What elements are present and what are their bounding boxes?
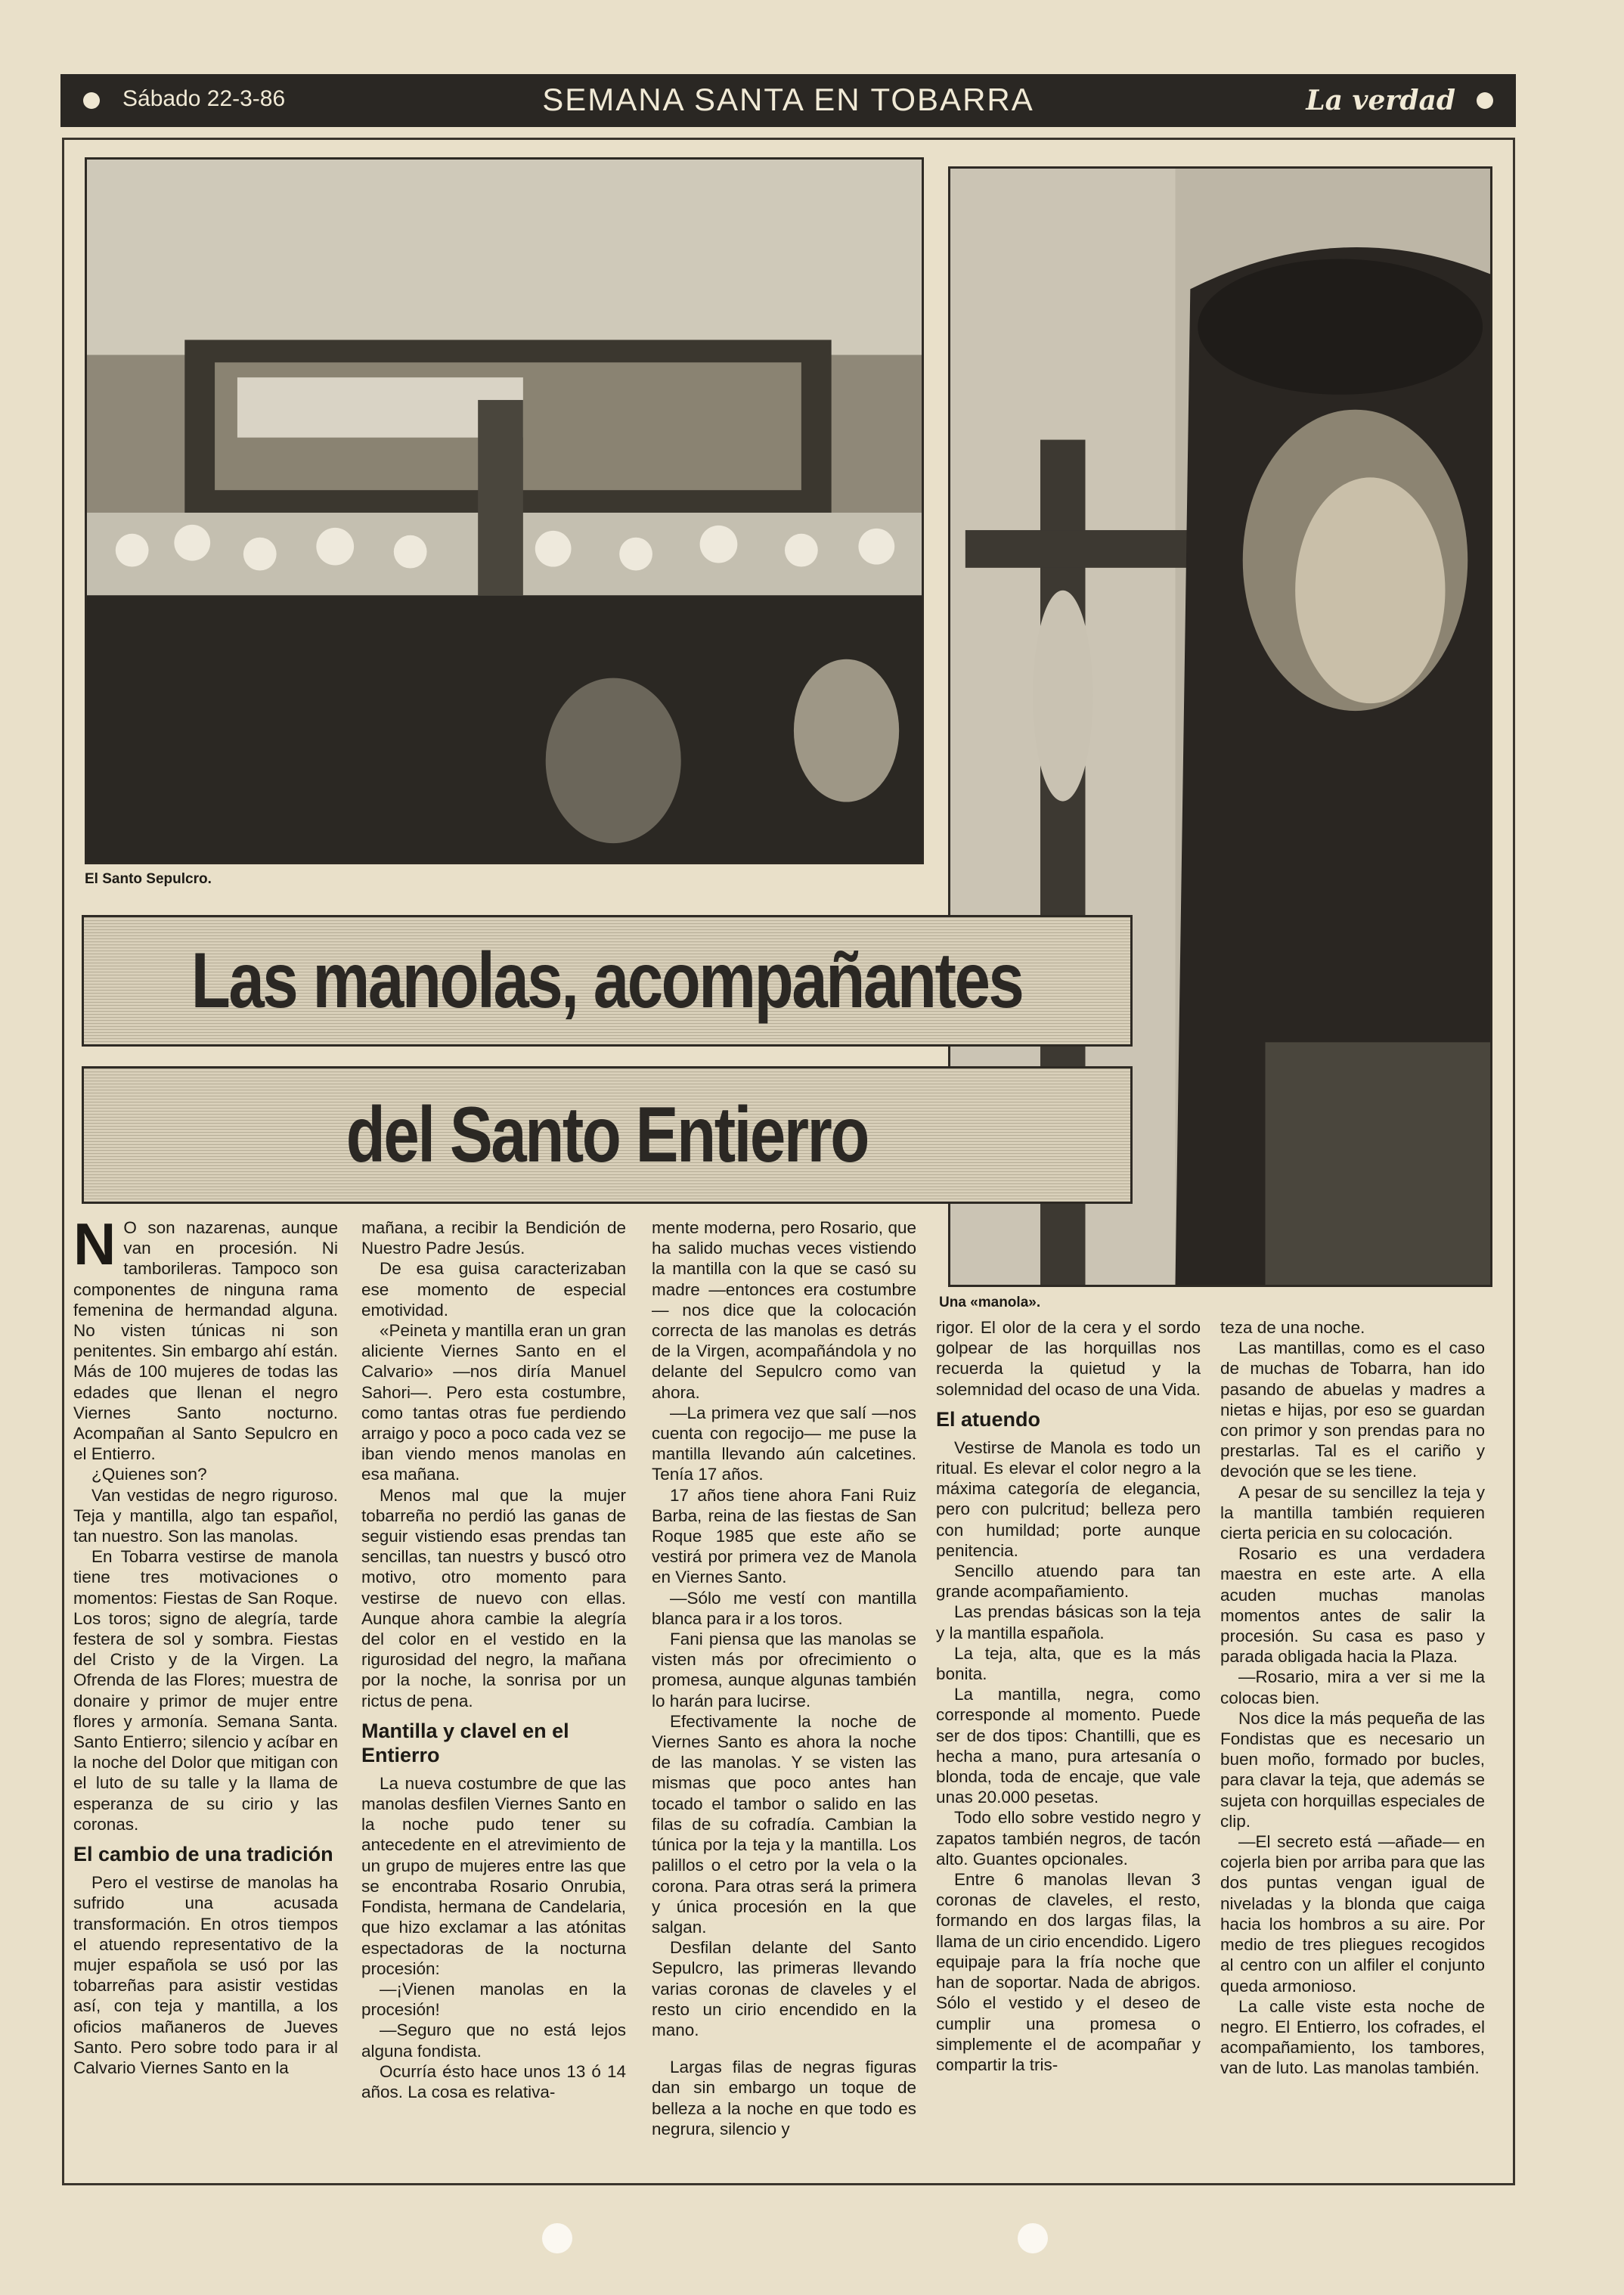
article-paragraph: —¡Vienen manolas en la procesión!	[361, 1979, 626, 2020]
article-paragraph: —El secreto está —añade— en cojerla bien por arriba para que las dos puntas vengan igual de niveladas y la blonda que caiga hacia los hombros a su aire. Por medio de tres pliegues recogidos al centro con un alfiler el conjunto queda armonioso.	[1220, 1832, 1485, 1996]
headline-line2: del Santo Entierro	[346, 1090, 869, 1179]
photo1-caption: El Santo Sepulcro.	[85, 871, 212, 887]
article-paragraph: Sencillo atuendo para tan grande acompañamiento.	[936, 1562, 1201, 1602]
article-column-3	[652, 1217, 916, 2139]
article-paragraph: —Seguro que no está lejos alguna fondista.	[361, 2021, 626, 2061]
lead-text: O son nazarenas, aunque van en procesión. Ni tamborileras. Tampoco son componentes de ninguna rama femenina de hermandad alguna. No visten túnicas ni son penitentes. Sin embargo ahí están. Más de 100 mujeres de todas las edades que llenan el negro Viernes Santo nocturno. Acompañan al Santo Sepulcro en el Entierro.	[73, 1218, 338, 1464]
article-paragraph: A pesar de su sencillez la teja y la mantilla también requieren cierta pericia en su colocación.	[1220, 1482, 1485, 1543]
headline-line1: Las manolas, acompañantes	[191, 936, 1023, 1025]
article-paragraph: Pero el vestirse de manolas ha sufrido una acusada transformación. En otros tiempos el atuendo representativo de la mujer española se usó por las tobarreñas para asistir vestidas así, con teja y mantilla, a los oficios mañaneros de Jueves Santo. Pero sobre todo para ir al Calvario Viernes Santo en la	[73, 1873, 338, 2077]
article-paragraph: Van vestidas de negro riguroso. Teja y mantilla, algo tan español, tan nuestro. Son las manolas.	[73, 1485, 338, 1546]
newspaper-logo: La verdad	[1306, 85, 1455, 116]
subheading-cambio: El cambio de una tradición	[73, 1843, 333, 1866]
issue-date: Sábado 22-3-86	[122, 86, 286, 111]
article-paragraph: La nueva costumbre de que las manolas desfilen Viernes Santo en la noche pudo tener su antecedente en el atrevimiento de un grupo de mujeres entre las que se encontraba Rosario Onrubia, Fondista, hermana de Candelaria, que hizo exclamar a las atónitas espectadoras de la nocturna procesión:	[361, 1773, 626, 1978]
article-paragraph: La mantilla, negra, como corresponde al momento. Puede ser de dos tipos: Chantilli, que es hecha a mano, pura artesanía o blonda, toda de encaje, que vale unas 20.000 pesetas.	[936, 1685, 1201, 1807]
binder-hole-right	[1018, 2223, 1048, 2253]
drop-cap: N	[73, 1211, 116, 1277]
article-paragraph: 17 años tiene ahora Fani Ruiz Barba, reina de las fiestas de San Roque 1985 que este año se vestirá por primera vez de Manola en Viernes Santo.	[652, 1485, 916, 1587]
photo-santo-sepulcro	[85, 157, 924, 864]
article-paragraph: En Tobarra vestirse de manola tiene tres motivaciones o momentos: Fiestas de San Roque. Los toros; signo de alegría, tarde festera de sol y sombra. Fiestas del Cristo y de la Virgen. La Ofrenda de las Flores; muestra de donaire y primor de mujer entre flores y armonía. Semana Santa. Santo Entierro; silencio y acíbar en la noche del Dolor que mitigan con el luto de su talle y la llama de esperanza de su cirio y las coronas.	[73, 1547, 338, 1834]
photo-santo-sepulcro-image	[87, 160, 922, 862]
article-paragraph	[73, 1211, 338, 1464]
article-paragraph: —Sólo me vestí con mantilla blanca para ir a los toros.	[652, 1588, 916, 1628]
article-paragraph: rigor. El olor de la cera y el sordo golpear de las horquillas nos recuerda la quietud y la solemnidad del ocaso de una Vida.	[936, 1318, 1201, 1399]
article-paragraph: Largas filas de negras figuras dan sin embargo un toque de belleza a la noche en que todo es negrura, silencio y	[652, 2058, 916, 2138]
binder-hole-left	[542, 2223, 572, 2253]
article-paragraph: La calle viste esta noche de negro. El Entierro, los cofrades, el acompañamiento, los tambores, van de luto. Las manolas también.	[1220, 1996, 1485, 2078]
article-paragraph: De esa guisa caracterizaban ese momento de especial emotividad.	[361, 1259, 626, 1320]
article-paragraph: teza de una noche.	[1220, 1318, 1365, 1337]
article-column-2	[361, 1217, 626, 2102]
article-paragraph: Ocurría ésto hace unos 13 ó 14 años. La cosa es relativa-	[361, 2061, 626, 2101]
page-header-bar	[60, 74, 1516, 127]
article-paragraph: —La primera vez que salí —nos cuenta con regocijo— me puse la mantilla llevando aún calcetines. Tenía 17 años.	[652, 1403, 916, 1484]
article-column-5	[1220, 1317, 1485, 2079]
article-paragraph: Efectivamente la noche de Viernes Santo es ahora la noche de las manolas. Y se visten las mismas que poco antes han tocado el tambor o salido en las filas de su cofradía. Cambian la túnica por la teja y la mantilla. Los palillos o el cetro por la vela o la corona. Para otras será la primera y única procesión en la que salgan.	[652, 1711, 916, 1937]
headline-line2-box	[82, 1066, 1133, 1204]
article-paragraph: Nos dice la más pequeña de las Fondistas que es necesario un buen moño, formado por bucles, para clavar la teja, que además se sujeta con horquillas especiales de clip.	[1220, 1708, 1485, 1831]
article-paragraph: ¿Quienes son?	[91, 1465, 207, 1484]
article-column-1	[73, 1211, 338, 2078]
article-paragraph: «Peineta y mantilla eran un gran aliciente Viernes Santo en el Calvario» —nos diría Manuel Sahori—. Pero esta costumbre, como tantas otras fue perdiendo arraigo y poco a poco cada vez se iban viendo menos manolas en esa mañana.	[361, 1321, 626, 1484]
article-paragraph: mañana, a recibir la Bendición de Nuestro Padre Jesús.	[361, 1218, 626, 1258]
photo2-caption: Una «manola».	[939, 1295, 1041, 1310]
subheading-mantilla: Mantilla y clavel en el Entierro	[361, 1719, 569, 1766]
article-paragraph: La teja, alta, que es la más bonita.	[936, 1643, 1201, 1684]
bullet-right	[1477, 92, 1493, 109]
subheading-atuendo: El atuendo	[936, 1407, 1041, 1431]
article-paragraph: Entre 6 manolas llevan 3 coronas de claveles, el resto, formando en dos largas filas, la llama de un cirio encendido. Ligero equipaje para la fría noche que han de soportar. Nada de abrigos. Sólo el vestido y el deseo de cumplir una promesa o simplemente el de acompañar y compartir la tris-	[936, 1870, 1201, 2074]
article-paragraph: —Rosario, mira a ver si me la colocas bien.	[1220, 1667, 1485, 1707]
headline-line1-box	[82, 915, 1133, 1047]
article-paragraph: Las prendas básicas son la teja y la mantilla española.	[936, 1602, 1201, 1642]
article-paragraph: Vestirse de Manola es todo un ritual. Es elevar el color negro a la máxima categoría de elegancia, pero con pulcritud; belleza pero con humildad; porte aunque penitencia.	[936, 1437, 1201, 1560]
article-paragraph: Rosario es una verdadera maestra en este arte. A ella acuden muchas manolas momentos antes de salir la procesión. Su casa es paso y parada obligada hacia la Plaza.	[1220, 1544, 1485, 1667]
article-paragraph: Todo ello sobre vestido negro y zapatos también negros, de tacón alto. Guantes opcionales.	[936, 1808, 1201, 1869]
section-title: SEMANA SANTA EN TOBARRA	[542, 82, 1034, 117]
article-paragraph: Fani piensa que las manolas se visten más por ofrecimiento o promesa, aunque algunas también lo harán para lucirse.	[652, 1630, 916, 1710]
article-paragraph: Menos mal que la mujer tobarreña no perdió las ganas de seguir vistiendo esas prendas tan sencillas, tan nuestrs y buscó otro motivo, otro momento para vestirse de nuevo con ellas. Aunque ahora cambie la alegría del color en el vestido en la rigurosidad del negro, la mañana por la noche, la sonrisa por un rictus de pena.	[361, 1485, 626, 1710]
article-paragraph: mente moderna, pero Rosario, que ha salido muchas veces vistiendo la mantilla con la que se casó su madre —entonces era costumbre— nos dice que la colocación correcta de las manolas es detrás de la Virgen, acompañándola y no delante del Sepulcro como van ahora.	[652, 1218, 916, 1402]
article-column-4	[936, 1317, 1201, 2075]
article-paragraph: Desfilan delante del Santo Sepulcro, las primeras llevando varias coronas de claveles y el resto un cirio encendido en la mano.	[652, 1938, 916, 2039]
article-paragraph: Las mantillas, como es el caso de muchas de Tobarra, han ido pasando de abuelas y madres a nietas e hijas, por eso se guardan con primor y son prendas para no prestarlas. Tal es el cariño y devoción que se les tiene.	[1220, 1338, 1485, 1481]
